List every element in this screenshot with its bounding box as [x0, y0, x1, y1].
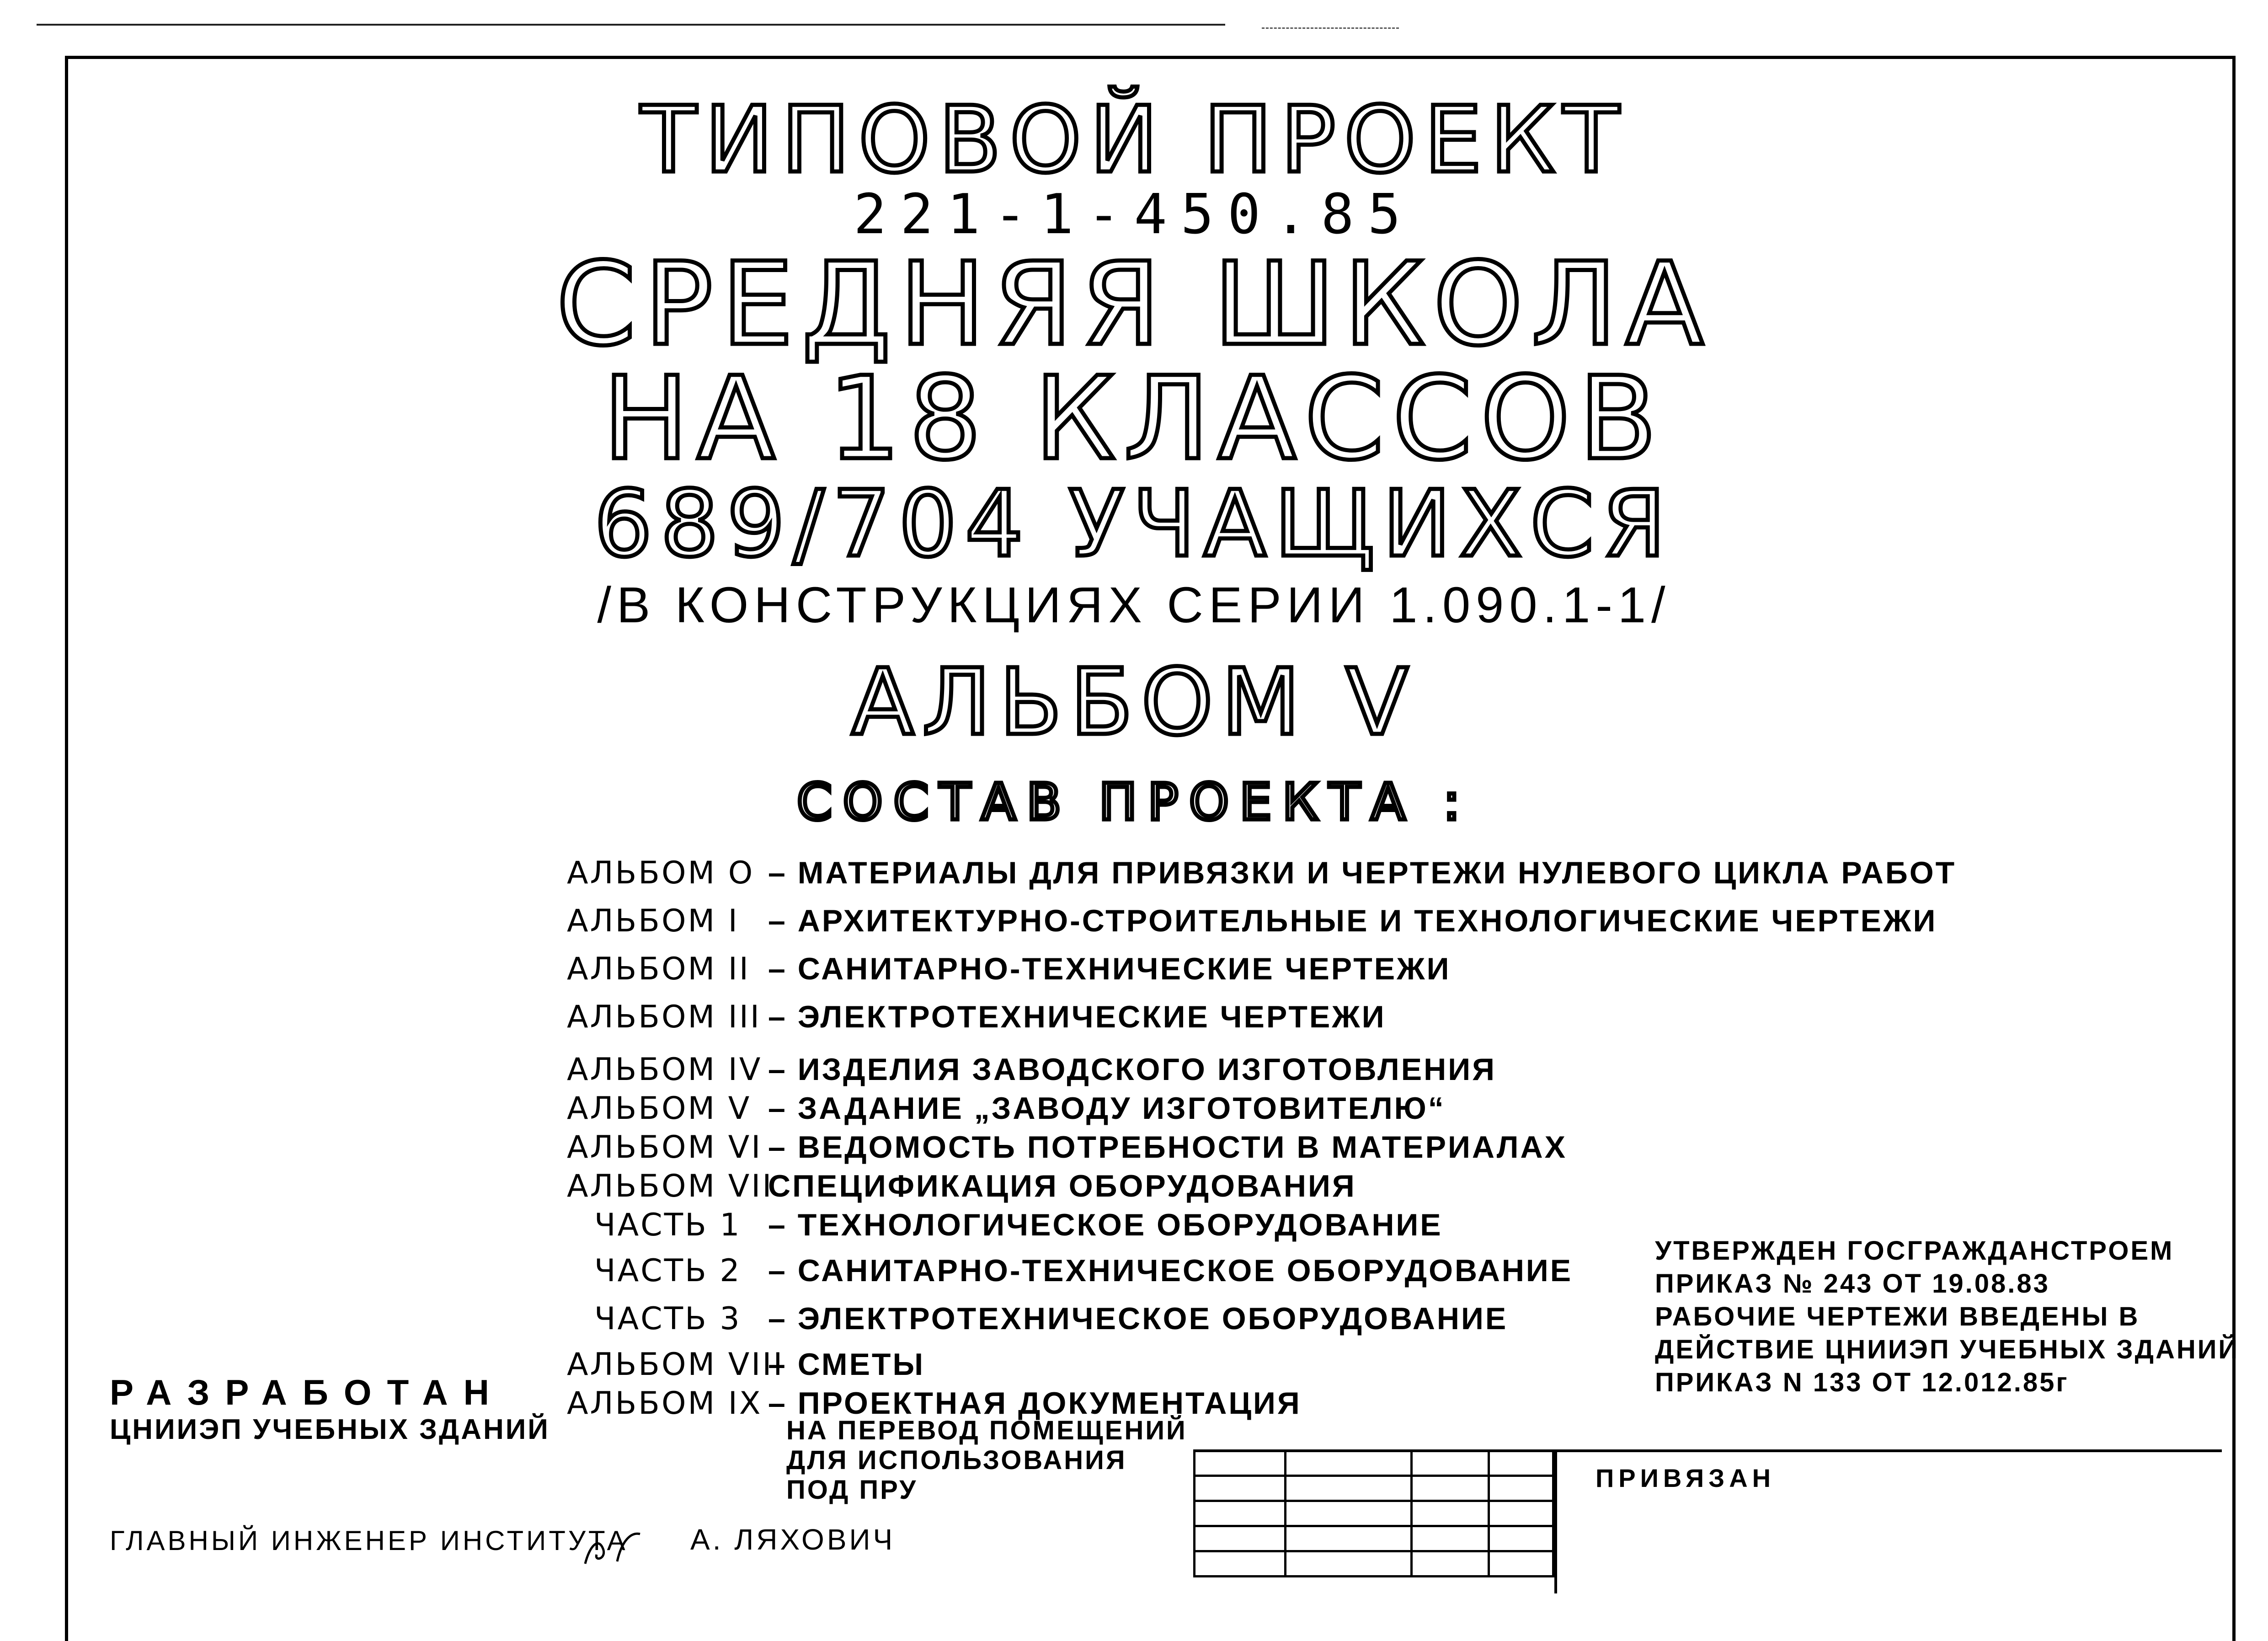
- developer-org: ЦНИИЭП УЧЕБНЫХ ЗДАНИЙ: [110, 1414, 550, 1445]
- list-item-key: АЛЬБОМ II: [567, 951, 750, 987]
- project-type-title: ТИПОВОЙ ПРОЕКТ: [640, 87, 1628, 193]
- list-item-continuation: НА ПЕРЕВОД ПОМЕЩЕНИЙ: [786, 1416, 1187, 1445]
- list-item-text: – ИЗДЕЛИЯ ЗАВОДСКОГО ИЗГОТОВЛЕНИЯ: [768, 1052, 1496, 1087]
- top-edge-line: [37, 24, 1225, 26]
- list-item-text: – САНИТАРНО-ТЕХНИЧЕСКОЕ ОБОРУДОВАНИЕ: [768, 1253, 1573, 1288]
- list-item-key: АЛЬБОМ IV: [567, 1052, 763, 1088]
- stamp-cell: [1195, 1451, 1286, 1476]
- title-school: СРЕДНЯЯ ШКОЛА: [556, 238, 1712, 371]
- list-item-key: ЧАСТЬ 2: [594, 1253, 742, 1289]
- stamp-cell: [1285, 1451, 1411, 1476]
- list-item: [567, 1129, 1567, 1165]
- list-item-key: АЛЬБОМ VI: [567, 1129, 763, 1165]
- project-code: 221-1-450.85: [854, 183, 1414, 246]
- list-item: [567, 903, 1937, 939]
- list-item-text: – ЗАДАНИЕ „ЗАВОДУ ИЗГОТОВИТЕЛЮ“: [768, 1091, 1446, 1126]
- list-item-text: – ЭЛЕКТРОТЕХНИЧЕСКОЕ ОБОРУДОВАНИЕ: [768, 1301, 1508, 1336]
- list-item-continuation: ДЛЯ ИСПОЛЬЗОВАНИЯ: [786, 1445, 1127, 1475]
- stamp-divider: [1554, 1449, 1557, 1593]
- title-series: /В КОНСТРУКЦИЯХ СЕРИИ 1.090.1-1/: [597, 577, 1671, 633]
- stamp-cell: [1411, 1526, 1489, 1551]
- stamp-cell: [1411, 1501, 1489, 1526]
- developer-label: РАЗРАБОТАН: [110, 1372, 505, 1412]
- list-item-text: – СМЕТЫ: [768, 1347, 925, 1382]
- list-item: [567, 1168, 1356, 1204]
- stamp-cell: [1285, 1476, 1411, 1501]
- list-item: [594, 1301, 1508, 1337]
- list-item-continuation: ПОД ПРУ: [786, 1475, 918, 1505]
- stamp-row: [1195, 1526, 1553, 1551]
- stamp-cell: [1489, 1526, 1553, 1551]
- composition-heading: СОСТАВ ПРОЕКТА :: [797, 773, 1471, 831]
- title-students: 689/704 УЧАЩИХСЯ: [594, 471, 1674, 577]
- list-item-key: АЛЬБОМ IX: [567, 1385, 763, 1422]
- approval-line: УТВЕРЖДЕН ГОСГРАЖДАНСТРОЕМ: [1655, 1236, 2174, 1266]
- list-item-key: АЛЬБОМ III: [567, 999, 761, 1035]
- list-item: [567, 1347, 925, 1383]
- stamp-grid: [1193, 1449, 1554, 1577]
- attached-label: ПРИВЯЗАН: [1596, 1464, 1776, 1492]
- list-item: [567, 999, 1386, 1035]
- list-item-key: АЛЬБОМ VIII: [567, 1347, 784, 1383]
- list-item: [594, 1253, 1573, 1289]
- stamp-cell: [1489, 1451, 1553, 1476]
- chief-role: ГЛАВНЫЙ ИНЖЕНЕР ИНСТИТУТА: [110, 1525, 628, 1556]
- stamp-cell: [1285, 1526, 1411, 1551]
- list-item-text: – ВЕДОМОСТЬ ПОТРЕБНОСТИ В МАТЕРИАЛАХ: [768, 1130, 1567, 1165]
- list-item-key: ЧАСТЬ 3: [594, 1301, 742, 1337]
- handwritten-signature: [581, 1518, 654, 1568]
- list-item-key: АЛЬБОМ О: [567, 855, 755, 891]
- list-item-text: – ЭЛЕКТРОТЕХНИЧЕСКИЕ ЧЕРТЕЖИ: [768, 1000, 1386, 1034]
- title-classes: НА 18 КЛАССОВ: [603, 352, 1665, 485]
- stamp-cell: [1195, 1476, 1286, 1501]
- list-item: [567, 1052, 1496, 1088]
- list-item-key: ЧАСТЬ 1: [594, 1207, 742, 1243]
- list-item-text: СПЕЦИФИКАЦИЯ ОБОРУДОВАНИЯ: [768, 1169, 1356, 1203]
- stamp-cell: [1411, 1476, 1489, 1501]
- stamp-cell: [1489, 1501, 1553, 1526]
- stamp-cell: [1285, 1551, 1411, 1577]
- list-item-text: – САНИТАРНО-ТЕХНИЧЕСКИЕ ЧЕРТЕЖИ: [768, 951, 1451, 986]
- list-item-text: – МАТЕРИАЛЫ ДЛЯ ПРИВЯЗКИ И ЧЕРТЕЖИ НУЛЕВОГО ЦИКЛА РАБОТ: [768, 855, 1957, 890]
- approval-line: ПРИКАЗ N 133 ОТ 12.012.85г: [1655, 1368, 2069, 1397]
- title-stamp: [1193, 1449, 2222, 1593]
- top-edge-dash: [1262, 27, 1399, 29]
- stamp-row: [1195, 1551, 1553, 1577]
- stamp-cell: [1195, 1551, 1286, 1577]
- stamp-cell: [1411, 1451, 1489, 1476]
- list-item-key: АЛЬБОМ VII: [567, 1168, 774, 1204]
- stamp-cell: [1195, 1526, 1286, 1551]
- list-item: [567, 1090, 1446, 1127]
- stamp-row: [1195, 1501, 1553, 1526]
- stamp-cell: [1195, 1501, 1286, 1526]
- stamp-cell: [1489, 1476, 1553, 1501]
- stamp-cell: [1411, 1551, 1489, 1577]
- stamp-cell: [1489, 1551, 1553, 1577]
- developer-block: [110, 1372, 550, 1446]
- approval-line: ДЕЙСТВИЕ ЦНИИЭП УЧЕБНЫХ ЗДАНИЙ: [1655, 1335, 2240, 1364]
- approval-block: [1655, 1235, 2239, 1399]
- list-item-key: АЛЬБОМ V: [567, 1090, 752, 1127]
- chief-name: А. ЛЯХОВИЧ: [690, 1523, 896, 1556]
- stamp-row: [1195, 1476, 1553, 1501]
- stamp-row: [1195, 1451, 1553, 1476]
- album-title: АЛЬБОМ V: [851, 649, 1417, 756]
- approval-line: ПРИКАЗ № 243 ОТ 19.08.83: [1655, 1269, 2050, 1299]
- list-item-key: АЛЬБОМ I: [567, 903, 739, 939]
- list-item: [567, 855, 1956, 891]
- list-item: [594, 1207, 1443, 1243]
- approval-line: РАБОЧИЕ ЧЕРТЕЖИ ВВЕДЕНЫ В: [1655, 1302, 2140, 1331]
- list-item-text: – ТЕХНОЛОГИЧЕСКОЕ ОБОРУДОВАНИЕ: [768, 1208, 1443, 1242]
- list-item: [567, 951, 1451, 987]
- list-item-text: – ПРОЕКТНАЯ ДОКУМЕНТАЦИЯ: [768, 1386, 1302, 1421]
- stamp-cell: [1285, 1501, 1411, 1526]
- list-item-text: – АРХИТЕКТУРНО-СТРОИТЕЛЬНЫЕ И ТЕХНОЛОГИЧЕСКИЕ ЧЕРТЕЖИ: [768, 903, 1937, 938]
